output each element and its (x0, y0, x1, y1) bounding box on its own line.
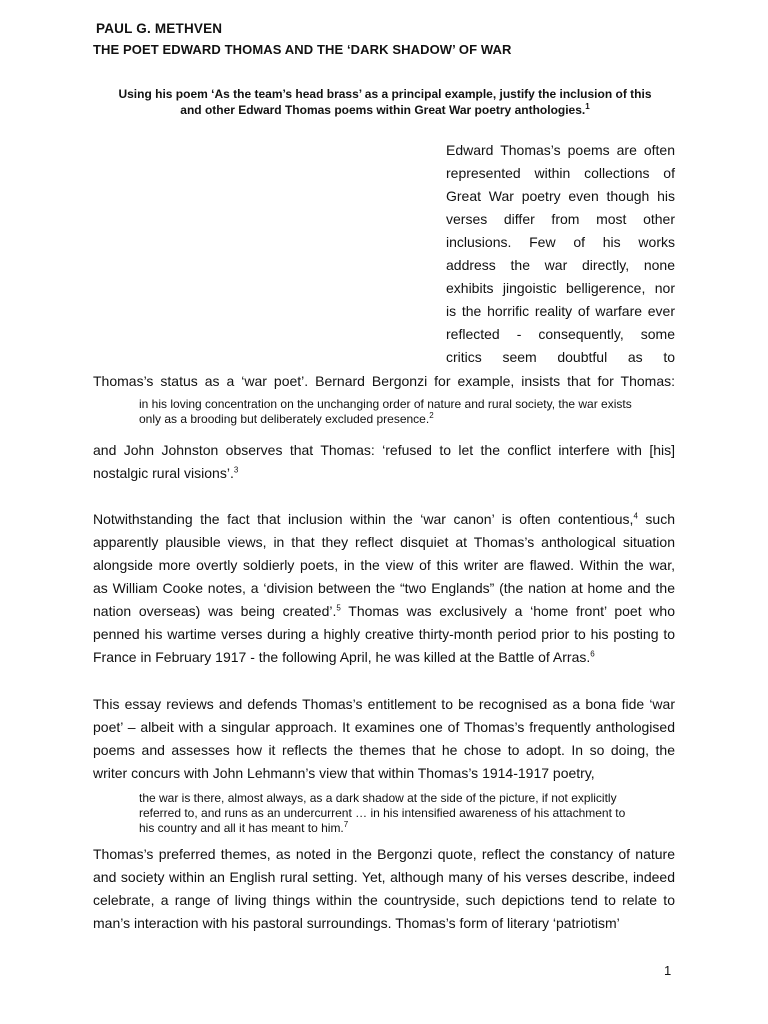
question-line-2 (90, 102, 680, 118)
text-line: address the war directly, none (446, 257, 675, 273)
text-line: man’s interaction with his pastoral surroundings. Thomas’s form of literary ‘patriotism’ (93, 915, 620, 931)
quote-line: referred to, and runs as an undercurrent … in his intensified awareness of his attachment to (139, 806, 626, 820)
block-quote-bergonzi (139, 397, 675, 427)
text-line: and John Johnston observes that Thomas: ‘refused to let the conflict interfere with [his] (93, 442, 675, 458)
footnote-ref-3: 3 (233, 465, 239, 475)
question-line-1: Using his poem ‘As the team’s head brass’ as a principal example, justify the inclusion of this (118, 87, 652, 101)
text-line (93, 646, 675, 669)
question-line-2-text: and other Edward Thomas poems within Great War poetry anthologies. (180, 103, 586, 117)
quote-line-text: only as a brooding but deliberately excluded presence. (139, 412, 430, 426)
page-number: 1 (664, 963, 672, 978)
text-line: represented within collections of (446, 165, 675, 181)
quote-line: the war is there, almost always, as a dark shadow at the side of the picture, if not explicitly (139, 791, 617, 805)
text-line: Great War poetry even though his (446, 188, 675, 204)
text-line: verses differ from most other (446, 211, 675, 227)
text-line: penned his wartime verses during a highly creative thirty-month period prior to his posting to (93, 626, 675, 642)
block-quote-lehmann (139, 791, 675, 836)
text-line (93, 462, 675, 485)
text-line (93, 508, 675, 531)
text-line-content: such (637, 511, 675, 527)
text-line-content: nation overseas) was being created’. (93, 603, 337, 619)
paragraph-5 (93, 843, 675, 935)
text-line: poet’ – albeit with a singular approach. It examines one of Thomas’s frequently anthologised (93, 719, 675, 735)
text-line: poems and assesses how it reflects the themes that he chose to adopt. In so doing, the (93, 742, 675, 758)
text-line-content: Thomas was exclusively a ‘home front’ poet who (340, 603, 675, 619)
text-line-content: Notwithstanding the fact that inclusion within the ‘war canon’ is often contentious, (93, 511, 634, 527)
text-line-content: France in February 1917 - the following April, he was killed at the Battle of Arras. (93, 649, 591, 665)
quote-line (139, 412, 675, 427)
text-line: and society within an English rural setting. Yet, although many of his verses describe, indeed (93, 869, 675, 885)
text-line: inclusions. Few of his works (446, 234, 675, 250)
text-line: is the horrific reality of warfare ever (446, 303, 675, 319)
quote-line-text: his country and all it has meant to him. (139, 821, 344, 835)
footnote-ref-1: 1 (585, 102, 590, 111)
paragraph-1-wrap (446, 139, 675, 369)
text-line: This essay reviews and defends Thomas’s entitlement to be recognised as a bona fide ‘war (93, 696, 675, 712)
quote-line: in his loving concentration on the unchanging order of nature and rural society, the war exists (139, 397, 632, 411)
footnote-ref-6: 6 (590, 649, 595, 659)
text-line: writer concurs with John Lehmann’s view that within Thomas’s 1914-1917 poetry, (93, 765, 595, 781)
footnote-ref-2: 2 (429, 411, 434, 420)
text-line: as William Cooke notes, a ‘division between the “two Englands” (the nation at home and the (93, 580, 675, 596)
text-line-content: nostalgic rural visions’. (93, 465, 234, 481)
text-line: Thomas’s preferred themes, as noted in the Bergonzi quote, reflect the constancy of nature (93, 846, 675, 862)
paragraph-1-full: Thomas’s status as a ‘war poet’. Bernard Bergonzi for example, insists that for Thomas: (93, 373, 675, 389)
essay-title: THE POET EDWARD THOMAS AND THE ‘DARK SHADOW’ OF WAR (93, 42, 512, 57)
text-line: critics seem doubtful as to (446, 349, 675, 365)
author-name: PAUL G. METHVEN (96, 21, 223, 36)
text-line: celebrate, a range of living things within the countryside, such depictions tend to relate to (93, 892, 675, 908)
quote-line (139, 821, 675, 836)
paragraph-3 (93, 508, 675, 669)
ploughing-horses-photo (81, 148, 431, 358)
text-line: apparently plausible views, in that they reflect disquiet at Thomas’s anthological situation (93, 534, 675, 550)
footnote-ref-7: 7 (343, 820, 349, 829)
text-line: exhibits jingoistic belligerence, nor (446, 280, 675, 296)
footnote-ref-4: 4 (633, 511, 638, 521)
essay-question (90, 86, 680, 118)
text-line: alongside more overtly soldierly poets, in the view of this writer are flawed. Within the war, (93, 557, 675, 573)
paragraph-2 (93, 439, 675, 485)
text-line (93, 600, 675, 623)
footnote-ref-5: 5 (336, 603, 341, 613)
paragraph-4 (93, 693, 675, 785)
text-line: Edward Thomas’s poems are often (446, 142, 675, 158)
text-line: reflected - consequently, some (446, 326, 675, 342)
